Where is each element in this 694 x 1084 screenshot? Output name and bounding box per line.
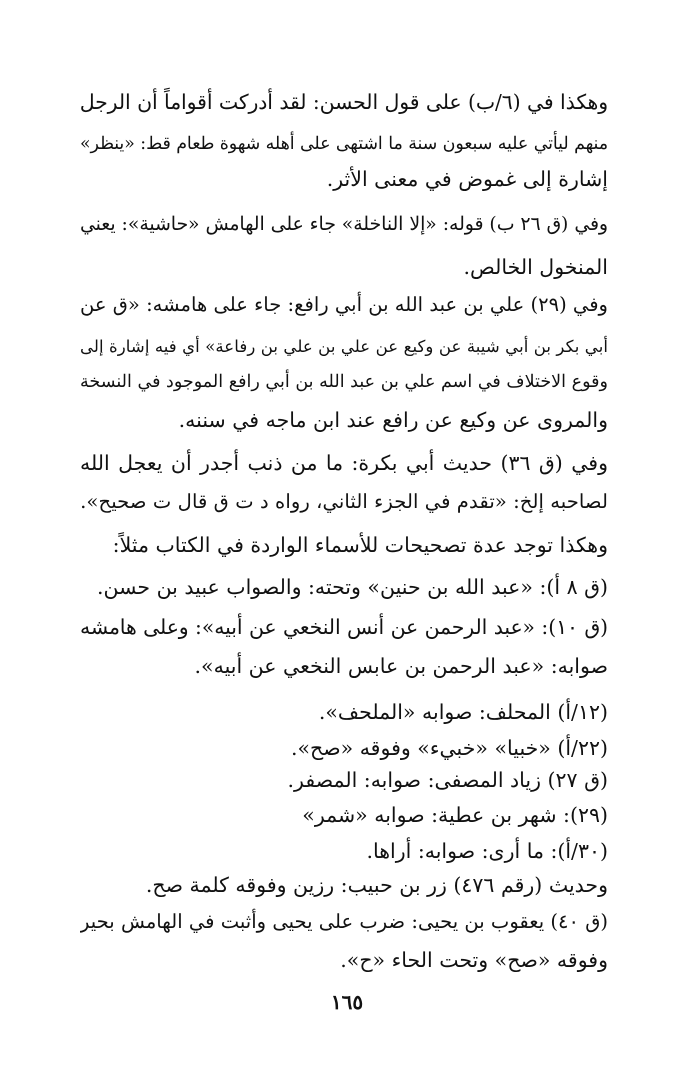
text-line: لصاحبه إلخ: «تقدم في الجزء الثاني، رواه د ت ق قال ت صحيح». xyxy=(80,490,608,513)
text-line: وفي (ق ٣٦) حديث أبي بكرة: ما من ذنب أجدر أن يعجل الله xyxy=(80,451,608,475)
text-line: وقوع الاختلاف في اسم علي بن عبد الله بن أبي رافع الموجود في النسخة xyxy=(80,372,608,392)
text-line: إشارة إلى غموض في معنى الأثر. xyxy=(326,167,608,191)
text-line: المنخول الخالص. xyxy=(463,255,608,279)
text-line: أبي بكر بن أبي شيبة عن وكيع عن علي بن علي بن رفاعة» أي فيه إشارة إلى xyxy=(80,336,608,356)
text-line: وهكذا توجد عدة تصحيحات للأسماء الواردة في الكتاب مثلاً: xyxy=(112,533,608,557)
text-line: (٢٢/أ) «خبيا» «خبيء» وفوقه «صح». xyxy=(290,736,608,760)
text-line: وفوقه «صح» وتحت الحاء «ح». xyxy=(340,948,608,972)
text-line: وفي (٢٩) علي بن عبد الله بن أبي رافع: جاء على هامشه: «ق عن xyxy=(80,293,608,316)
text-line: وحديث (رقم ٤٧٦) زر بن حبيب: رزين وفوقه كلمة صح. xyxy=(145,873,608,897)
text-line: وهكذا في (٦/ب) على قول الحسن: لقد أدركت أقواماً أن الرجل xyxy=(80,90,608,114)
text-line: (ق ١٠): «عبد الرحمن عن أنس النخعي عن أبيه»: وعلى هامشه xyxy=(80,615,608,639)
text-line: (١٢/أ) المحلف: صوابه «الملحف». xyxy=(318,700,608,724)
text-line: منهم ليأتي عليه سبعون سنة ما اشتهى على أهله شهوة طعام قط: «ينظر» xyxy=(80,134,608,154)
text-line: والمروى عن وكيع عن رافع عند ابن ماجه في سننه. xyxy=(178,408,608,432)
text-line: (٢٩): شهر بن عطية: صوابه «شمر» xyxy=(302,803,608,827)
text-line: صوابه: «عبد الرحمن بن عابس النخعي عن أبيه». xyxy=(194,654,608,678)
page-number: ١٦٥ xyxy=(330,990,364,1014)
text-line: وفي (ق ٢٦ ب) قوله: «إلا الناخلة» جاء على الهامش «حاشية»: يعني xyxy=(80,214,608,235)
text-line: (ق ٤٠) يعقوب بن يحيى: ضرب على يحيى وأثبت في الهامش بحير xyxy=(80,910,608,933)
text-line: (٣٠/أ): ما أرى: صوابه: أراها. xyxy=(366,839,608,863)
text-line: (ق ٢٧) زياد المصفى: صوابه: المصفر. xyxy=(287,768,608,792)
text-line: (ق ٨ أ): «عبد الله بن حنين» وتحته: والصواب عبيد بن حسن. xyxy=(96,575,608,599)
